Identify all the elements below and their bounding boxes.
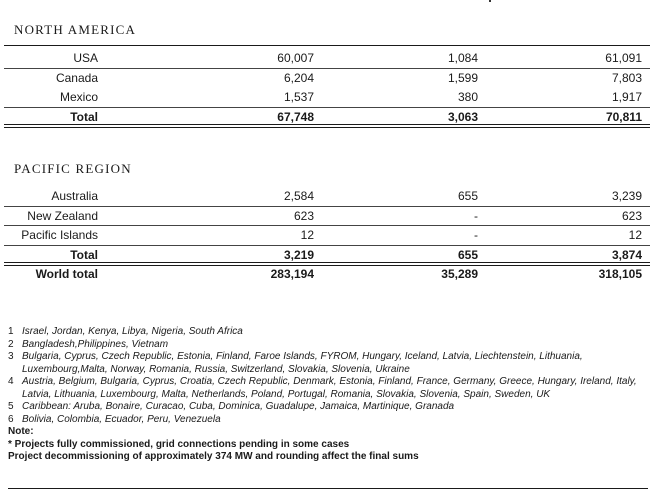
- row-label: Pacific Islands: [21, 228, 98, 242]
- cell-value: 35,289: [441, 267, 478, 281]
- cell-value: 3,239: [611, 189, 642, 203]
- footnote-number: 6: [8, 413, 14, 425]
- footnote-number: 3: [8, 351, 14, 362]
- cell-value: 1,917: [611, 90, 642, 104]
- section-title-pacific-region: PACIFIC REGION: [14, 161, 132, 176]
- cell-value: 70,811: [605, 109, 642, 124]
- cell-value: 318,105: [598, 267, 642, 281]
- cell-value: 3,219: [283, 247, 314, 262]
- footnote-text: Bulgaria, Cyprus, Czech Republic, Estonia, Finland, Faroe Islands, FYROM, Hungary, Iceland, Latvia, Liechtenstein, Lithuania, Luxembourg,Malta, Norway, Romania, Russia, Switzerland, Slovakia, Slovenia, Ukraine: [22, 351, 583, 375]
- cell-value: 12: [628, 228, 642, 242]
- cell-value: 12: [300, 228, 314, 242]
- footnote-number: 2: [8, 338, 14, 350]
- top-edge-mark: [489, 0, 491, 2]
- footnote-text: Israel, Jordan, Kenya, Libya, Nigeria, South Africa: [22, 326, 243, 337]
- table-row-canada: [4, 69, 650, 89]
- table-row-total: [4, 246, 650, 266]
- cell-value: 1,599: [447, 70, 478, 85]
- footnote-number: 4: [8, 376, 14, 387]
- row-label: Mexico: [59, 90, 98, 104]
- footnote-text: Caribbean: Aruba, Bonaire, Curacao, Cuba, Dominica, Guadalupe, Jamaica, Martinique, Granada: [22, 401, 455, 412]
- table-row-australia: [4, 187, 650, 207]
- cell-value: 623: [621, 208, 642, 223]
- table-top-rule: [4, 45, 650, 46]
- row-label: Total: [70, 109, 98, 124]
- note-label: Note:: [8, 426, 34, 437]
- table-north-america: [4, 49, 650, 127]
- note-line: * Projects fully commissioned, grid connections pending in some cases: [8, 438, 350, 450]
- cell-value: 3,063: [447, 109, 478, 124]
- cell-value: 67,748: [277, 109, 314, 124]
- note-line: Project decommissioning of approximately 374 MW and rounding affect the final sums: [8, 451, 419, 462]
- section-title-north-america: NORTH AMERICA: [14, 22, 137, 37]
- table-row-usa: [4, 49, 650, 69]
- cell-value: 3,874: [611, 247, 642, 262]
- cell-value: 1,537: [283, 90, 314, 104]
- footnote-number: 1: [8, 326, 14, 337]
- footnote-item: [8, 376, 648, 401]
- row-label: Canada: [55, 70, 98, 85]
- footnotes: [8, 326, 648, 464]
- table-row-mexico: [4, 88, 650, 108]
- cell-value: -: [474, 208, 478, 223]
- row-label: Australia: [51, 189, 98, 203]
- cell-value: -: [474, 228, 478, 242]
- footnote-item: [8, 339, 648, 352]
- footnote-number: 5: [8, 401, 14, 412]
- cell-value: 2,584: [283, 189, 314, 203]
- footnote-text: Bangladesh,Philippines, Vietnam: [22, 338, 169, 350]
- table-row-pacific-islands: [4, 226, 650, 246]
- cell-value: 380: [457, 90, 478, 104]
- cell-value: 61,091: [605, 51, 642, 65]
- table-row-total: [4, 108, 650, 128]
- footnote-item: [8, 351, 648, 376]
- cell-value: 1,084: [447, 51, 478, 65]
- cell-value: 7,803: [611, 70, 642, 85]
- footnote-item: [8, 326, 648, 339]
- row-label: World total: [35, 267, 98, 281]
- row-label: Total: [70, 247, 98, 262]
- cell-value: 60,007: [277, 51, 314, 65]
- bottom-rule: [8, 488, 648, 489]
- table-row-world-total: [4, 265, 650, 285]
- footnote-text: Austria, Belgium, Bulgaria, Cyprus, Croatia, Czech Republic, Denmark, Estonia, Finland, France, Germany, Greece, Hungary, Ireland, Italy, Latvia, Lithuania, Luxembourg, Malta, Netherlands, Poland, Portugal, Romania, Slovakia, Slovenia, Spain, Sweden, UK: [22, 376, 637, 400]
- cell-value: 655: [457, 247, 478, 262]
- footnote-text: Bolivia, Colombia, Ecuador, Peru, Venezuela: [22, 413, 221, 425]
- row-label: New Zealand: [27, 208, 98, 223]
- footnote-item: [8, 414, 648, 427]
- row-label: USA: [73, 51, 98, 65]
- cell-value: 623: [293, 208, 314, 223]
- table-row-new-zealand: [4, 207, 650, 227]
- footnote-item: [8, 401, 648, 414]
- cell-value: 283,194: [270, 267, 314, 281]
- cell-value: 655: [457, 189, 478, 203]
- cell-value: 6,204: [283, 70, 314, 85]
- table-pacific-region: [4, 187, 650, 285]
